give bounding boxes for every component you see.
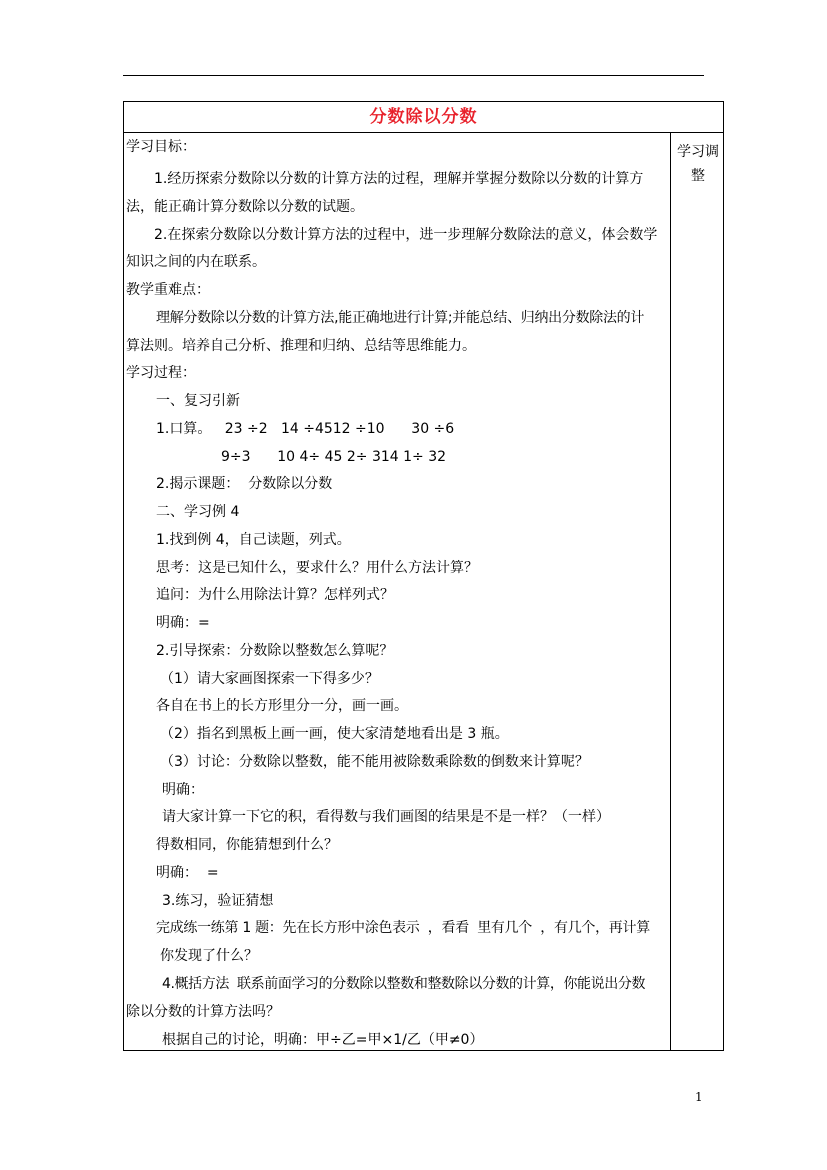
follow-up-question: 追问：为什么用除法计算？怎样列式？ xyxy=(156,587,394,603)
key-points-line-2: 算法则。培养自己分析、推理和归纳、总结等思维能力。 xyxy=(126,338,476,354)
step-blackboard: （2）指名到黑板上画一画，使大家清楚地看出是 3 瓶。 xyxy=(160,726,509,742)
clarify-3: 明确： = xyxy=(156,865,219,881)
side-label-line-1: 学习调 xyxy=(677,144,719,160)
practice-line-2: 你发现了什么？ xyxy=(160,948,258,964)
find-example: 1.找到例 4，自己读题，列式。 xyxy=(156,532,351,548)
goal-1-line-2: 法，能正确计算分数除以分数的试题。 xyxy=(126,199,364,215)
heading-learning-goals: 学习目标： xyxy=(126,139,196,155)
heading-learning-process: 学习过程： xyxy=(126,365,196,381)
step-divide-rectangle: 各自在书上的长方形里分一分，画一画。 xyxy=(156,698,408,714)
side-column xyxy=(673,140,723,188)
lesson-title: 分数除以分数 xyxy=(124,102,723,133)
heading-key-points: 教学重难点： xyxy=(126,282,210,298)
key-points-line-1: 理解分数除以分数的计算方法,能正确地进行计算;并能总结、归纳出分数除法的计 xyxy=(156,310,645,326)
practice-line-1: 完成练一练第 1 题：先在长方形中涂色表示 ，看看 里有几个 ，有几个，再计算 xyxy=(156,920,650,936)
goal-2-line-1: 2.在探索分数除以分数计算方法的过程中，进一步理解分数除法的意义，体会数学 xyxy=(154,227,658,243)
lesson-table xyxy=(123,101,724,1051)
compute-product: 请大家计算一下它的积，看得数与我们画图的结果是不是一样？（一样） xyxy=(162,809,610,825)
column-divider xyxy=(670,133,671,1051)
guided-explore: 2.引导探索：分数除以整数怎么算呢？ xyxy=(156,643,394,659)
section-2-heading: 二、学习例 4 xyxy=(156,504,240,520)
goal-2-line-2: 知识之间的内在联系。 xyxy=(126,254,266,270)
header-rule xyxy=(123,75,704,76)
page-number: 1 xyxy=(695,1090,703,1104)
step-draw: （1）请大家画图探索一下得多少？ xyxy=(160,671,379,687)
clarify-2: 明确： xyxy=(162,782,204,798)
mental-math-line-2: 9÷3 10 4÷ 45 2÷ 314 1÷ 32 xyxy=(221,449,447,465)
mental-math-line-1: 1.口算。 23 ÷2 14 ÷4512 ÷10 30 ÷6 xyxy=(156,421,455,437)
summarize-line-1: 4.概括方法 联系前面学习的分数除以整数和整数除以分数的计算，你能说出分数 xyxy=(162,976,646,992)
side-label-line-2: 整 xyxy=(691,168,705,184)
practice-heading: 3.练习，验证猜想 xyxy=(162,893,274,909)
think-question: 思考：这是已知什么，要求什么？用什么方法计算？ xyxy=(156,560,478,576)
section-1-heading: 一、复习引新 xyxy=(156,393,240,409)
summarize-line-2: 除以分数的计算方法吗？ xyxy=(126,1004,280,1020)
step-discuss: （3）讨论：分数除以整数，能不能用被除数乘除数的倒数来计算呢？ xyxy=(160,754,589,770)
reveal-topic: 2.揭示课题： 分数除以分数 xyxy=(156,476,333,492)
rule-statement: 根据自己的讨论，明确：甲÷乙=甲×1/乙（甲≠0） xyxy=(162,1032,484,1048)
goal-1-line-1: 1.经历探索分数除以分数的计算方法的过程，理解并掌握分数除以分数的计算方 xyxy=(154,171,644,187)
guess-prompt: 得数相同，你能猜想到什么？ xyxy=(156,837,338,853)
clarify-1: 明确：= xyxy=(156,615,210,631)
